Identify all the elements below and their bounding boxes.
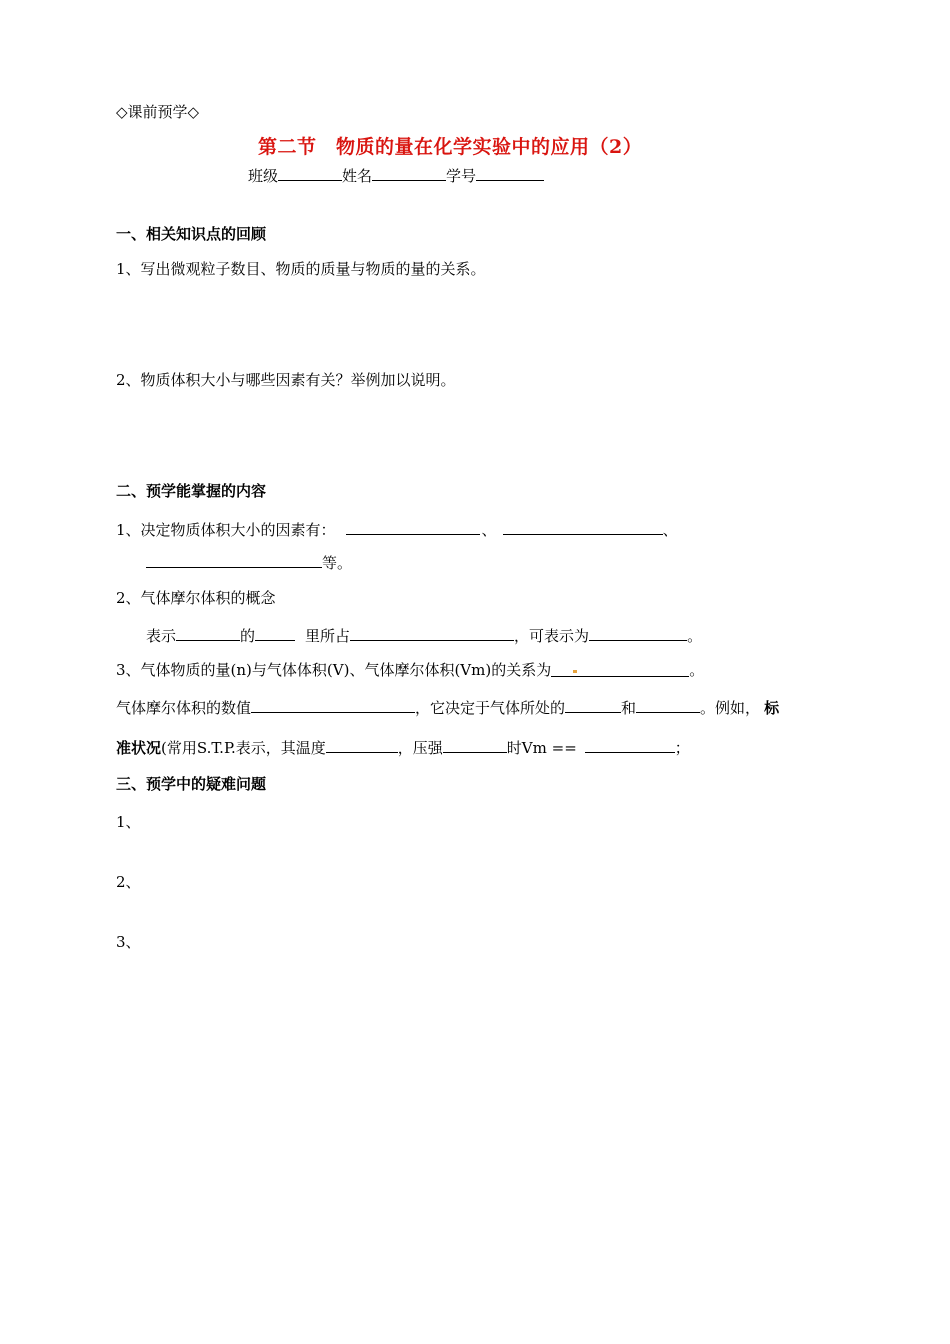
section2-q2-line (146, 624, 702, 646)
line5-d: 。例如， (700, 699, 761, 717)
q1-sep-2: 、 (662, 521, 678, 539)
line5-blank-1[interactable] (251, 696, 415, 713)
class-blank[interactable] (278, 164, 342, 181)
q3-end: 。 (689, 661, 705, 679)
number-label: 学号 (446, 167, 477, 185)
q1-sep-1: 、 (481, 521, 497, 539)
line5-b: ，它决定于气体所处的 (415, 699, 566, 717)
line6-blank-3[interactable] (585, 736, 675, 753)
q2-blank-1[interactable] (176, 624, 240, 641)
q1-blank-2[interactable] (503, 518, 663, 535)
section3-heading: 三、预学中的疑难问题 (116, 775, 267, 793)
line5-blank-2[interactable] (565, 696, 621, 713)
section2-heading: 二、预学能掌握的内容 (116, 482, 267, 500)
q1-blank-3[interactable] (146, 551, 322, 568)
section2-q1 (116, 518, 678, 540)
line6-b: (常用S.T.P.表示，其温度 (161, 739, 326, 757)
line6-a: 准状况 (116, 739, 162, 757)
section3-item-2: 2、 (116, 873, 141, 891)
q2-blank-4[interactable] (589, 624, 687, 641)
line6-blank-1[interactable] (326, 736, 398, 753)
line5-blank-3[interactable] (636, 696, 700, 713)
number-blank[interactable] (476, 164, 544, 181)
line6-c: ，压强 (397, 739, 443, 757)
class-label: 班级 (248, 167, 279, 185)
q2-a: 表示 (146, 627, 177, 645)
section1-q1: 1、写出微观粒子数目、物质的质量与物质的量的关系。 (116, 260, 486, 278)
line5-c: 和 (621, 699, 637, 717)
student-info (248, 164, 544, 186)
q2-blank-3[interactable] (350, 624, 514, 641)
name-label: 姓名 (342, 167, 373, 185)
q2-end: 。 (687, 627, 703, 645)
q2-blank-2[interactable] (255, 624, 295, 641)
section2-q3 (116, 660, 704, 680)
q1-blank-1[interactable] (346, 518, 480, 535)
line6-end: ； (674, 739, 690, 757)
section1-heading: 一、相关知识点的回顾 (116, 225, 267, 243)
section3-item-3: 3、 (116, 933, 141, 951)
section2-q1-cont (146, 551, 352, 573)
name-blank[interactable] (372, 164, 446, 181)
q3-text: 3、气体物质的量(n)与气体体积(V)、气体摩尔体积(Vm)的关系为 (116, 661, 552, 679)
cursor-mark (573, 670, 577, 673)
section3-item-1: 1、 (116, 813, 141, 831)
q1-text: 1、决定物质体积大小的因素有： (116, 521, 336, 539)
line6-blank-2[interactable] (443, 736, 507, 753)
line5-e: 标 (764, 699, 780, 717)
q2-c: 里所占 (305, 627, 351, 645)
q2-b: 的 (240, 627, 256, 645)
section2-line5 (116, 696, 779, 718)
section1-q2: 2、物质体积大小与哪些因素有关？举例加以说明。 (116, 371, 456, 389)
q2-d: ，可表示为 (514, 627, 590, 645)
page-title: 第二节 物质的量在化学实验中的应用（2） (258, 136, 643, 158)
line6-d: 时Vm == (506, 739, 577, 757)
q1-end: 等。 (322, 554, 353, 572)
q3-blank[interactable] (551, 660, 689, 677)
line5-a: 气体摩尔体积的数值 (116, 699, 252, 717)
header-tag: ◇课前预学◇ (116, 103, 200, 121)
section2-line6 (116, 736, 690, 758)
section2-q2: 2、气体摩尔体积的概念 (116, 589, 276, 607)
